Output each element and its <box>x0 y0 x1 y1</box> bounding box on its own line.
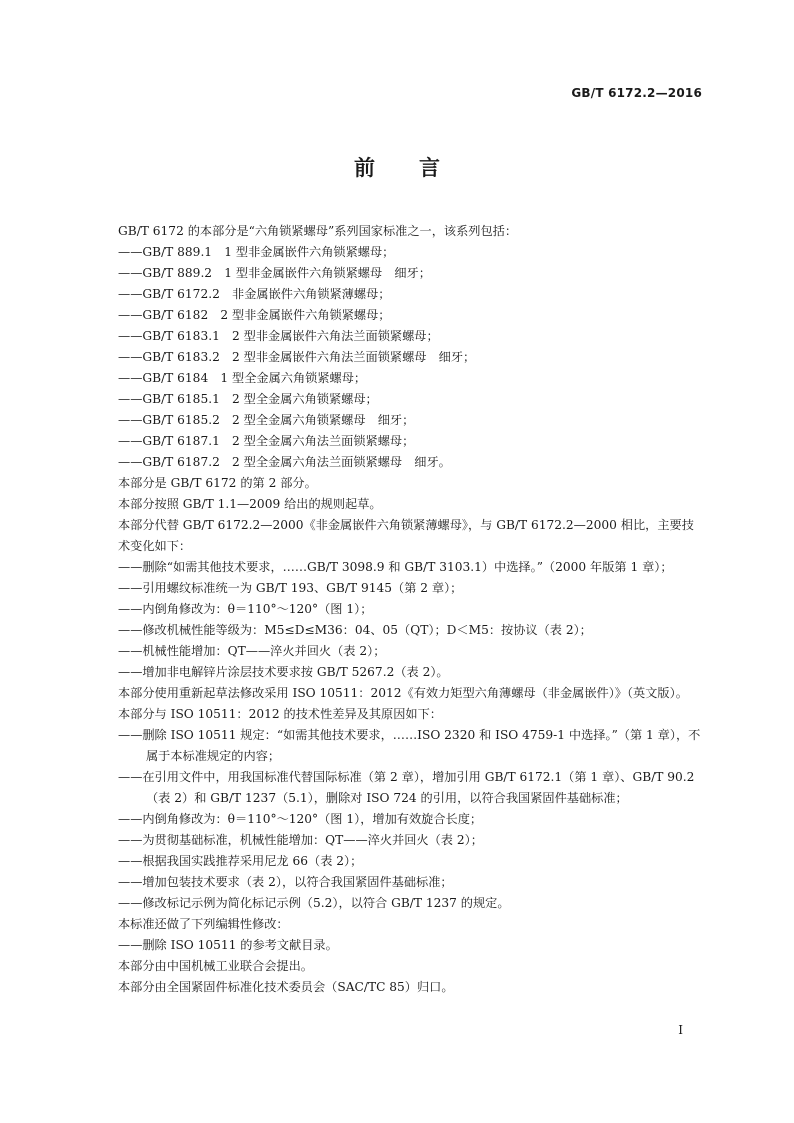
list-item: ——GB/T 6185.2 2 型全金属六角锁紧螺母 细牙； <box>118 413 415 427</box>
list-item: ——内倒角修改为：θ＝110°～120°（图 1）； <box>118 602 373 616</box>
list-item: ——为贯彻基础标准，机械性能增加：QT——淬火并回火（表 2）； <box>118 833 483 847</box>
list-item: ——GB/T 889.2 1 型非金属嵌件六角锁紧螺母 细牙； <box>118 266 431 280</box>
list-item: ——GB/T 6183.2 2 型非金属嵌件六角法兰面锁紧螺母 细牙； <box>118 350 476 364</box>
list-item: ——修改机械性能等级为：M5≤D≤M36：04、05（QT）；D＜M5：按协议（表 2）； <box>118 623 592 637</box>
paragraph: 本部分由中国机械工业联合会提出。 <box>118 959 313 973</box>
list-item: ——机械性能增加：QT——淬火并回火（表 2）； <box>118 644 386 658</box>
list-item: ——GB/T 6185.1 2 型全金属六角锁紧螺母； <box>118 392 378 406</box>
paragraph: 本部分由全国紧固件标准化技术委员会（SAC/TC 85）归口。 <box>118 980 454 994</box>
page-number: I <box>678 1023 683 1037</box>
list-item: ——引用螺纹标准统一为 GB/T 193、GB/T 9145（第 2 章）； <box>118 581 463 595</box>
paragraph: GB/T 6172 的本部分是“六角锁紧螺母”系列国家标准之一，该系列包括： <box>118 224 518 238</box>
foreword-body <box>90 221 704 998</box>
paragraph: 本部分使用重新起草法修改采用 ISO 10511：2012《有效力矩型六角薄螺母（非金属嵌件）》（英文版）。 <box>118 686 688 700</box>
list-item: ——在引用文件中，用我国标准代替国际标准（第 2 章），增加引用 GB/T 6172.1（第 1 章）、GB/T 90.2（表 2）和 GB/T 1237（5.1），删除对 ISO 724 的引用，以符合我国紧固件基础标准； <box>118 770 695 805</box>
list-item: ——GB/T 6187.2 2 型全金属六角法兰面锁紧螺母 细牙。 <box>118 455 451 469</box>
list-item: ——增加非电解锌片涂层技术要求按 GB/T 5267.2（表 2）。 <box>118 665 449 679</box>
list-item: ——内倒角修改为：θ＝110°～120°（图 1），增加有效旋合长度； <box>118 812 483 826</box>
paragraph: 本部分与 ISO 10511：2012 的技术性差异及其原因如下： <box>118 707 442 721</box>
list-item: ——GB/T 6183.1 2 型非金属嵌件六角法兰面锁紧螺母； <box>118 329 439 343</box>
paragraph: 本部分按照 GB/T 1.1—2009 给出的规则起草。 <box>118 497 382 511</box>
list-item: ——删除 ISO 10511 的参考文献目录。 <box>118 938 338 952</box>
page-title: 前言 <box>354 156 484 180</box>
list-item: ——删除 ISO 10511 规定：“如需其他技术要求，……ISO 2320 和 ISO 4759-1 中选择。”（第 1 章），不属于本标准规定的内容； <box>118 728 701 763</box>
list-item: ——GB/T 6184 1 型全金属六角锁紧螺母； <box>118 371 367 385</box>
list-item: ——GB/T 6182 2 型非金属嵌件六角锁紧螺母； <box>118 308 391 322</box>
paragraph: 本部分代替 GB/T 6172.2—2000《非金属嵌件六角锁紧薄螺母》，与 GB/T 6172.2—2000 相比，主要技术变化如下： <box>118 518 694 553</box>
list-item: ——增加包装技术要求（表 2），以符合我国紧固件基础标准； <box>118 875 453 889</box>
list-item: ——根据我国实践推荐采用尼龙 66（表 2）； <box>118 854 363 868</box>
list-item: ——修改标记示例为简化标记示例（5.2），以符合 GB/T 1237 的规定。 <box>118 896 510 910</box>
list-item: ——GB/T 6187.1 2 型全金属六角法兰面锁紧螺母； <box>118 434 415 448</box>
list-item: ——GB/T 6172.2 非金属嵌件六角锁紧薄螺母； <box>118 287 391 301</box>
standard-code: GB/T 6172.2—2016 <box>571 86 702 100</box>
paragraph: 本部分是 GB/T 6172 的第 2 部分。 <box>118 476 317 490</box>
paragraph: 本标准还做了下列编辑性修改： <box>118 917 289 931</box>
list-item: ——GB/T 889.1 1 型非金属嵌件六角锁紧螺母； <box>118 245 395 259</box>
list-item: ——删除“如需其他技术要求，……GB/T 3098.9 和 GB/T 3103.1）中选择。”（2000 年版第 1 章）； <box>118 560 673 574</box>
